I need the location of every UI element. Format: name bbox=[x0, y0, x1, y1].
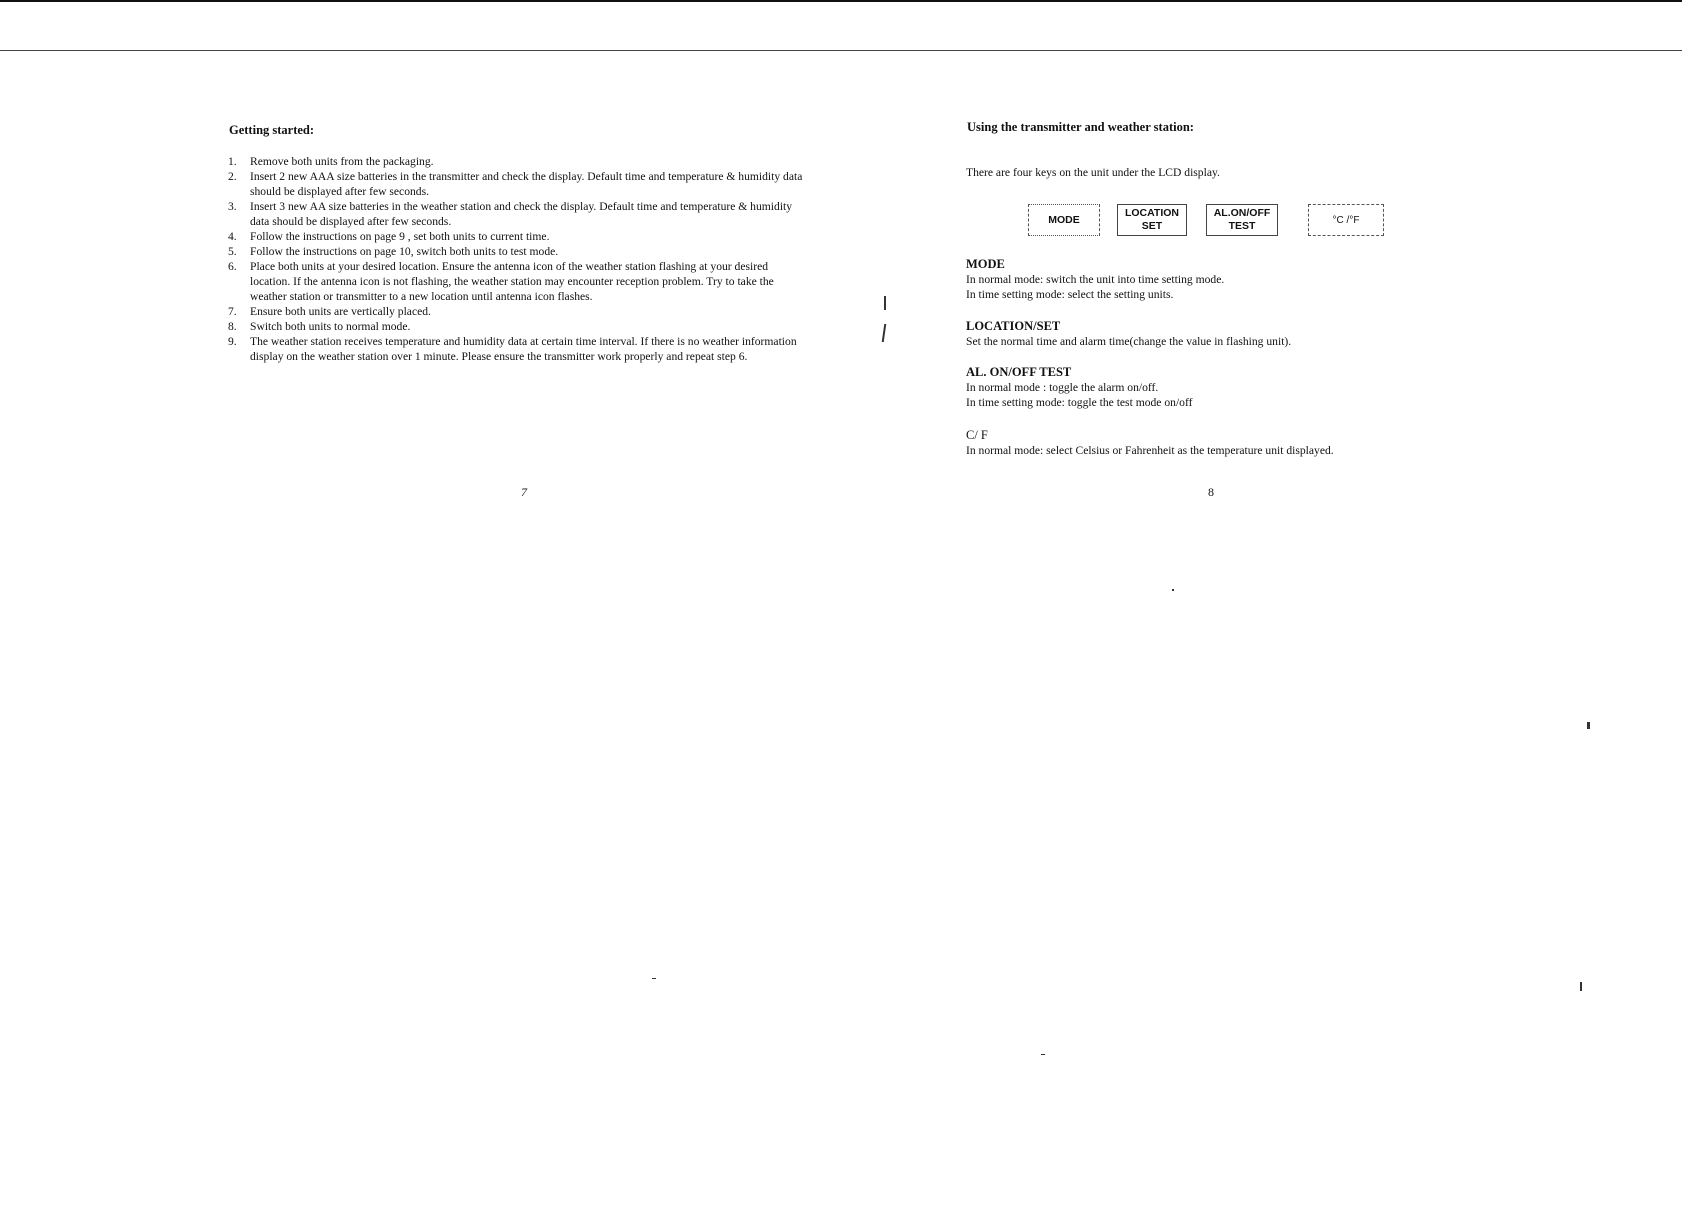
alarm-onoff-test-section bbox=[966, 365, 1526, 410]
mode-section bbox=[966, 257, 1526, 302]
scan-top-edge bbox=[0, 0, 1682, 2]
getting-started-steps bbox=[228, 154, 808, 364]
list-item bbox=[228, 169, 808, 199]
mode-key-label: MODE bbox=[1048, 213, 1080, 226]
section-line: In time setting mode: select the setting units. bbox=[966, 288, 1174, 301]
step-number: 9. bbox=[228, 335, 237, 348]
list-item bbox=[228, 304, 808, 319]
page-number-right: 8 bbox=[1208, 485, 1214, 499]
step-text: The weather station receives temperature and humidity data at certain time interval. If there is no weather information display on the weather station over 1 minute. Please ensure the transmitter work properly and repeat step 6. bbox=[250, 335, 797, 363]
step-number: 2. bbox=[228, 170, 237, 183]
page-top-rule bbox=[0, 50, 1682, 51]
step-number: 6. bbox=[228, 260, 237, 273]
using-transmitter-heading: Using the transmitter and weather station: bbox=[967, 120, 1194, 134]
cf-key-label: °C /°F bbox=[1332, 214, 1360, 226]
location-set-key bbox=[1117, 204, 1187, 236]
step-number: 5. bbox=[228, 245, 237, 258]
scan-speck bbox=[1580, 982, 1582, 991]
location-key-label-line2: SET bbox=[1141, 220, 1163, 232]
step-text: Follow the instructions on page 9 , set both units to current time. bbox=[250, 230, 550, 243]
list-item bbox=[228, 199, 808, 229]
binding-mark bbox=[882, 324, 887, 342]
step-text: Follow the instructions on page 10, switch both units to test mode. bbox=[250, 245, 559, 258]
celsius-fahrenheit-section bbox=[966, 428, 1526, 458]
step-number: 4. bbox=[228, 230, 237, 243]
section-line: Set the normal time and alarm time(change the value in flashing unit). bbox=[966, 335, 1292, 348]
binding-mark bbox=[884, 296, 886, 310]
step-number: 3. bbox=[228, 200, 237, 213]
scan-speck bbox=[652, 978, 656, 979]
list-item bbox=[228, 259, 808, 304]
section-title: C/ F bbox=[966, 428, 988, 442]
alonoff-key-label-line1: AL.ON/OFF bbox=[1213, 207, 1271, 219]
list-item bbox=[228, 319, 808, 334]
step-text: Insert 2 new AAA size batteries in the transmitter and check the display. Default time and temperature & humidity data should be displayed after few seconds. bbox=[250, 170, 803, 198]
section-line: In normal mode: select Celsius or Fahrenheit as the temperature unit displayed. bbox=[966, 444, 1334, 457]
list-item bbox=[228, 334, 808, 364]
location-set-section bbox=[966, 319, 1526, 349]
alarm-onoff-test-key bbox=[1206, 204, 1278, 236]
step-text: Place both units at your desired location. Ensure the antenna icon of the weather station flashing at your desired location. If the antenna icon is not flashing, the weather station may encounter reception problem. Try to take the weather station or transmitter to a new location until antenna icon flashes. bbox=[250, 260, 774, 303]
celsius-fahrenheit-key bbox=[1308, 204, 1384, 236]
list-item bbox=[228, 154, 808, 169]
step-text: Remove both units from the packaging. bbox=[250, 155, 434, 168]
list-item bbox=[228, 244, 808, 259]
getting-started-heading: Getting started: bbox=[229, 123, 315, 137]
section-line: In normal mode : toggle the alarm on/off. bbox=[966, 381, 1159, 394]
list-item bbox=[228, 229, 808, 244]
step-number: 1. bbox=[228, 155, 237, 168]
step-number: 7. bbox=[228, 305, 237, 318]
keys-diagram bbox=[1028, 204, 1448, 238]
section-line: In time setting mode: toggle the test mode on/off bbox=[966, 396, 1193, 409]
step-text: Insert 3 new AA size batteries in the weather station and check the display. Default time and temperature & humidity data should be displayed after few seconds. bbox=[250, 200, 793, 228]
mode-key bbox=[1028, 204, 1100, 236]
scan-speck bbox=[1587, 722, 1590, 729]
section-line: In normal mode: switch the unit into time setting mode. bbox=[966, 273, 1225, 286]
page-number-left: 7 bbox=[521, 485, 527, 499]
section-title: MODE bbox=[966, 257, 1005, 271]
location-key-label-line1: LOCATION bbox=[1124, 207, 1180, 219]
step-text: Ensure both units are vertically placed. bbox=[250, 305, 431, 318]
step-number: 8. bbox=[228, 320, 237, 333]
section-title: LOCATION/SET bbox=[966, 319, 1061, 333]
section-title: AL. ON/OFF TEST bbox=[966, 365, 1072, 379]
scan-speck bbox=[1041, 1054, 1045, 1055]
alonoff-key-label-line2: TEST bbox=[1228, 220, 1256, 232]
scan-speck bbox=[1172, 589, 1174, 591]
keys-intro-text: There are four keys on the unit under the LCD display. bbox=[966, 166, 1220, 179]
step-text: Switch both units to normal mode. bbox=[250, 320, 411, 333]
